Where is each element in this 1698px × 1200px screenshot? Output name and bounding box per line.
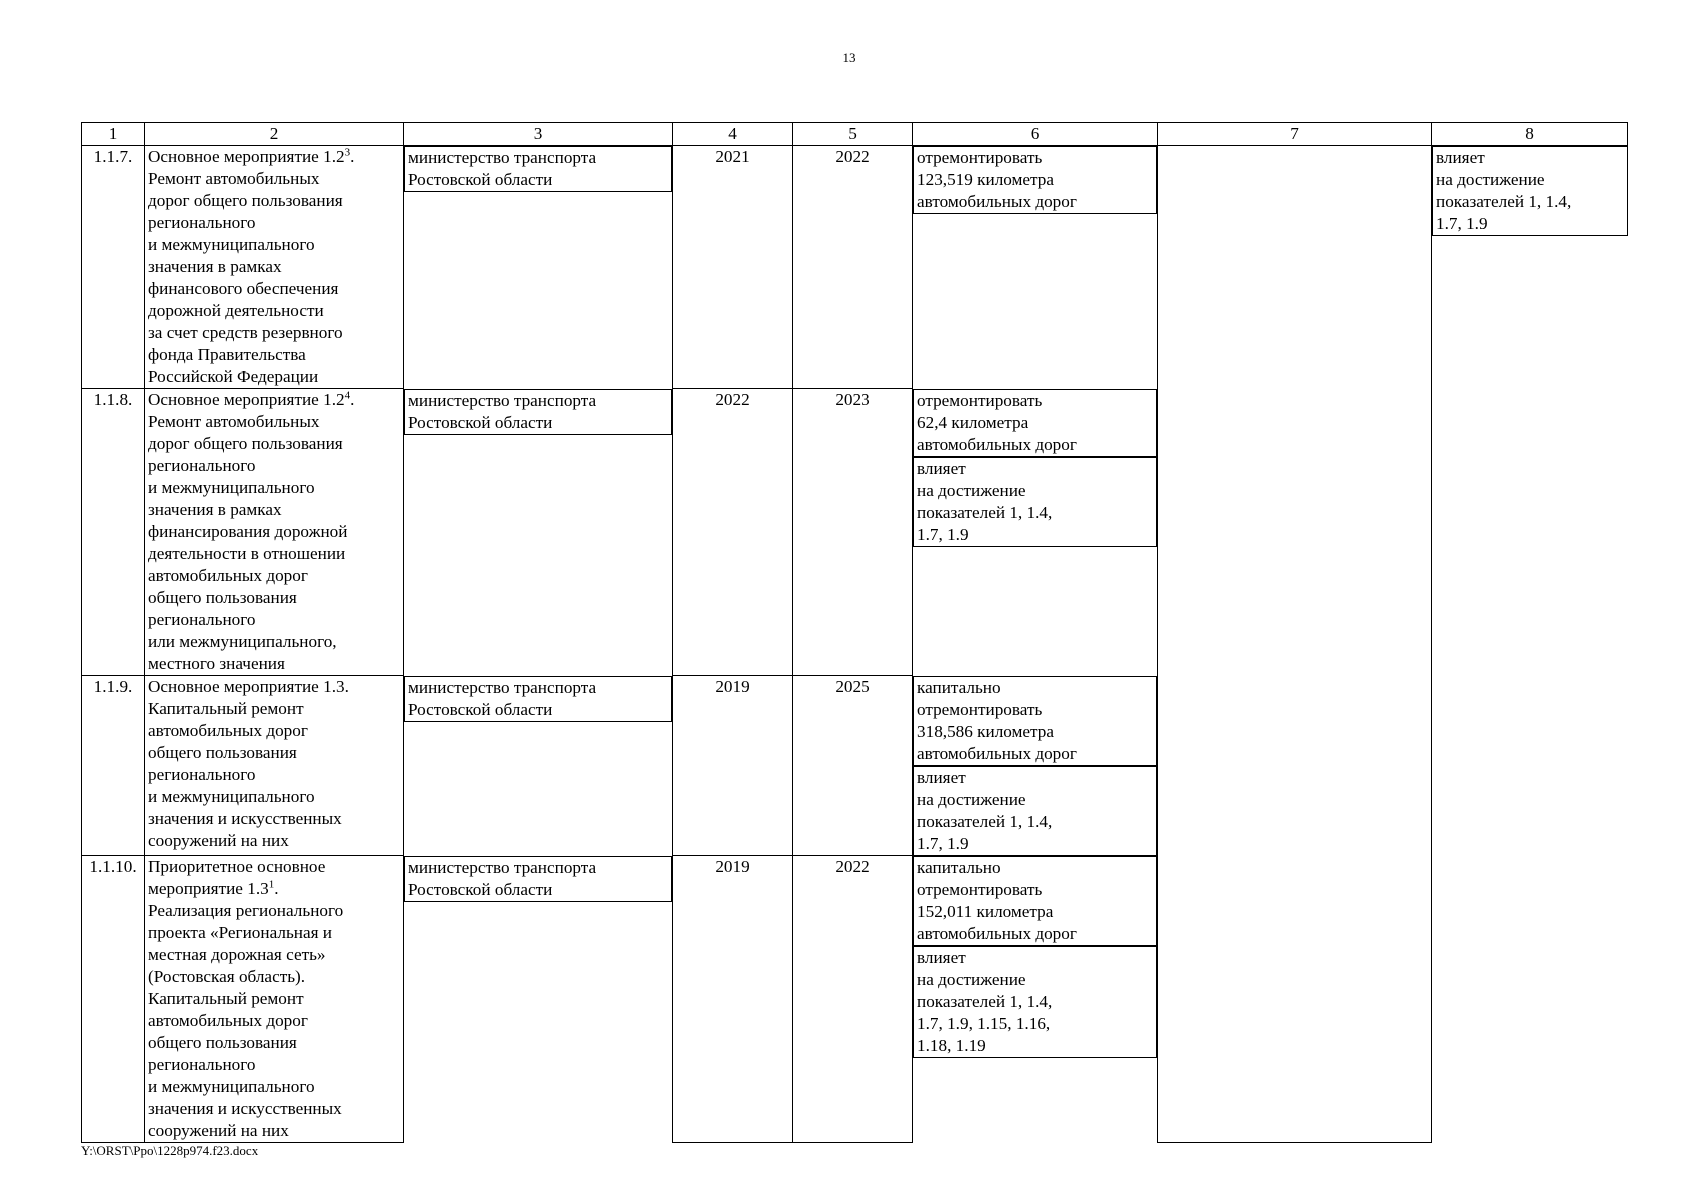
end-year: 2022 [793, 856, 913, 1143]
event-name [145, 856, 404, 1143]
page-number: 13 [842, 50, 856, 65]
row-number: 1.1.8. [82, 389, 145, 676]
event-name [145, 389, 404, 676]
end-year: 2022 [793, 146, 913, 389]
expected-result: отремонтировать 62,4 километра автомобильных дорог [913, 389, 1157, 457]
header-col-7: 7 [1158, 123, 1432, 146]
event-name [145, 676, 404, 856]
event-prefix: Основное мероприятие 1.2 [148, 147, 345, 166]
header-col-6: 6 [913, 123, 1158, 146]
expected-result: капитально отремонтировать 152,011 километра автомобильных дорог [913, 856, 1157, 946]
end-year: 2023 [793, 389, 913, 676]
indicator-relation: влияет на достижение показателей 1, 1.4, 1.7, 1.9, 1.15, 1.16, 1.18, 1.19 [913, 946, 1157, 1058]
executor: министерство транспорта Ростовской области [404, 676, 672, 722]
expected-result: отремонтировать 123,519 километра автомобильных дорог [913, 146, 1157, 214]
event-rest: . Реализация регионального проекта «Региональная и местная дорожная сеть» (Ростовская область). Капитальный ремонт автомобильных дорог общего пользования регионального и межмуниципального значения и искусственных сооружений на них [148, 879, 344, 1140]
footnote-mark: 3 [344, 146, 351, 159]
executor: министерство транспорта Ростовской области [404, 146, 672, 192]
event-prefix: Приоритетное основное мероприятие 1.3 [148, 857, 326, 898]
indicator-relation: влияет на достижение показателей 1, 1.4, 1.7, 1.9 [913, 766, 1157, 856]
measures-table [81, 122, 1628, 1143]
event-rest: . Ремонт автомобильных дорог общего пользования регионального и межмуниципального значения в рамках финансового обеспечения дорожной деятельности за счет средств резервного фонда Правительства Российской Федерации [148, 147, 355, 386]
executor: министерство транспорта Ростовской области [404, 389, 672, 435]
start-year: 2022 [673, 389, 793, 676]
start-year: 2021 [673, 146, 793, 389]
row-number: 1.1.10. [82, 856, 145, 1143]
footnote-mark: 4 [344, 389, 351, 402]
row-number: 1.1.9. [82, 676, 145, 856]
row-number: 1.1.7. [82, 146, 145, 389]
header-col-2: 2 [145, 123, 404, 146]
header-col-3: 3 [404, 123, 673, 146]
table-row [82, 146, 1628, 389]
event-rest: . Ремонт автомобильных дорог общего пользования регионального и межмуниципального значения в рамках финансирования дорожной деятельности в отношении автомобильных дорог общего пользования регионального или межмуниципального, местного значения [148, 390, 355, 673]
document-file-path: Y:\ORST\Ppo\1228p974.f23.docx [81, 1143, 259, 1158]
header-col-5: 5 [793, 123, 913, 146]
event-prefix: Основное мероприятие 1.2 [148, 390, 345, 409]
header-col-8: 8 [1432, 123, 1628, 146]
col7-merged-cell [1158, 146, 1432, 1143]
executor: министерство транспорта Ростовской области [404, 856, 672, 902]
indicator-relation: влияет на достижение показателей 1, 1.4, 1.7, 1.9 [913, 457, 1157, 547]
header-col-1: 1 [82, 123, 145, 146]
header-row [82, 123, 1628, 146]
event-rest: Капитальный ремонт автомобильных дорог общего пользования регионального и межмуниципального значения и искусственных сооружений на них [148, 699, 342, 850]
expected-result: капитально отремонтировать 318,586 километра автомобильных дорог [913, 676, 1157, 766]
footnote-mark: 1 [268, 878, 275, 891]
event-prefix: Основное мероприятие 1.3. [148, 677, 349, 696]
indicator-relation: влияет на достижение показателей 1, 1.4, 1.7, 1.9 [1432, 146, 1628, 236]
header-col-4: 4 [673, 123, 793, 146]
start-year: 2019 [673, 856, 793, 1143]
start-year: 2019 [673, 676, 793, 856]
end-year: 2025 [793, 676, 913, 856]
event-name [145, 146, 404, 389]
